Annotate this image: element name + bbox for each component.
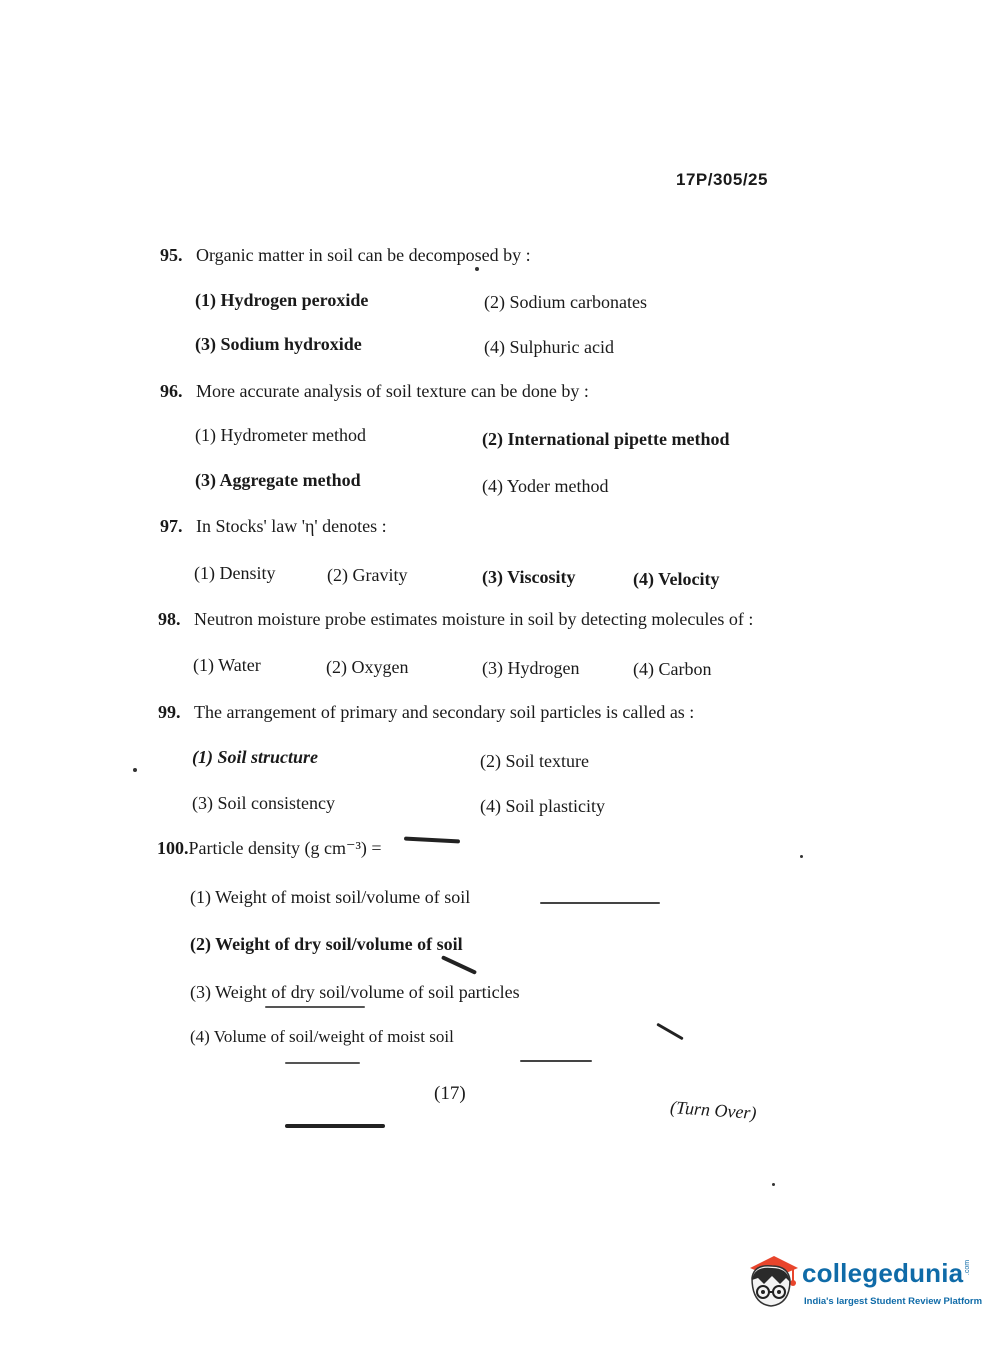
question-95 [160,243,531,267]
question-number: 95. [160,245,183,265]
question-97 [160,514,387,538]
scan-speck [475,267,479,271]
brand-domain-suffix: .com [964,1259,972,1276]
option: (1) Weight of moist soil/volume of soil [190,887,471,907]
option: (1) Hydrogen peroxide [195,290,369,310]
page-number: (17) [434,1083,466,1104]
question-98 [158,607,753,631]
question-text: More accurate analysis of soil texture can be done by : [196,381,589,401]
scan-smudge [265,1006,365,1008]
option: (3) Sodium hydroxide [195,334,362,354]
option: (4) Carbon [633,659,712,679]
option: (3) Aggregate method [195,470,361,490]
option: (2) Soil texture [480,751,589,771]
option: (2) Oxygen [326,657,409,677]
question-96 [160,379,589,403]
collegedunia-logo [742,1250,983,1320]
question-99 [158,700,694,724]
option: (2) Weight of dry soil/volume of soil [190,934,463,954]
question-number: 97. [160,516,183,536]
option: (3) Soil consistency [192,793,335,813]
option: (4) Soil plasticity [480,796,605,816]
scan-speck [133,768,137,772]
option: (2) International pipette method [482,429,730,449]
paper-code: 17P/305/25 [676,170,768,189]
question-text: In Stocks' law 'η' denotes : [196,516,387,536]
option: (1) Soil structure [192,747,319,767]
option: (3) Hydrogen [482,658,580,678]
brand-name: collegedunia [802,1258,964,1288]
scan-smudge [540,902,660,904]
scan-smudge [520,1060,592,1062]
option: (3) Weight of dry soil/volume of soil particles [190,982,520,1002]
question-text: The arrangement of primary and secondary soil particles is called as : [194,702,695,722]
option: (4) Yoder method [482,476,609,496]
option: (4) Volume of soil/weight of moist soil [190,1027,454,1046]
scan-smudge [285,1062,360,1064]
option: (2) Gravity [327,565,408,585]
scan-speck [772,1183,775,1186]
option: (3) Viscosity [482,567,576,587]
scan-speck [800,855,803,858]
scan-smudge [441,955,477,975]
option: (4) Sulphuric acid [484,337,614,357]
scan-smudge [656,1023,683,1041]
scan-smudge [404,837,460,844]
question-number: 100. [157,838,189,858]
option: (2) Sodium carbonates [484,292,647,312]
question-number: 99. [158,702,181,722]
question-100 [157,836,382,860]
option: (1) Density [194,563,276,583]
mascot-icon [742,1252,802,1312]
question-number: 96. [160,381,183,401]
scan-smudge [285,1124,385,1128]
question-text: Particle density (g cm⁻³) = [188,838,382,858]
question-number: 98. [158,609,181,629]
option: (1) Hydrometer method [195,425,366,445]
turn-over-note: (Turn Over) [669,1097,758,1123]
option: (1) Water [193,655,261,675]
option: (4) Velocity [633,569,720,589]
brand-tagline: India's largest Student Review Platform [804,1296,983,1307]
question-text: Neutron moisture probe estimates moisture in soil by detecting molecules of : [194,609,754,629]
question-text: Organic matter in soil can be decomposed by : [196,245,531,265]
